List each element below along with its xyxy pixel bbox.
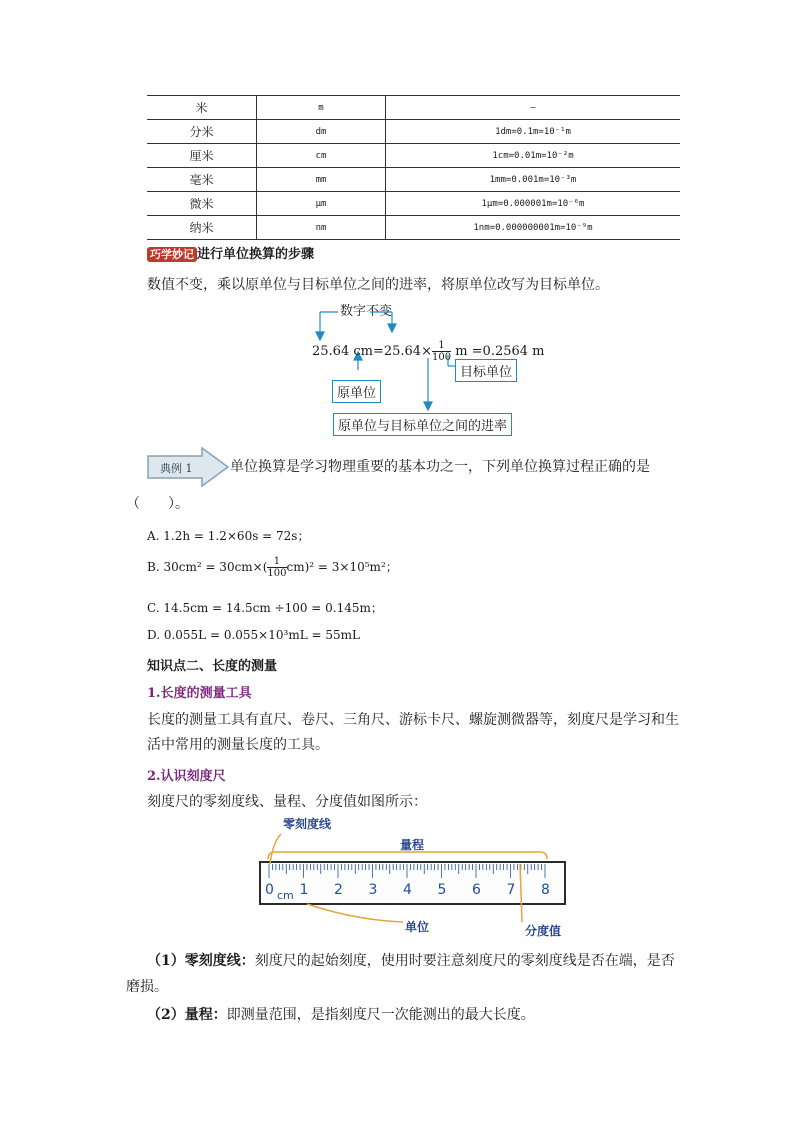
note-2-label: （2）量程： — [147, 1007, 227, 1023]
table-row — [147, 120, 680, 144]
diagram-expr-left: 25.64 cm=25.64× — [312, 344, 432, 359]
ruler-number: 8 — [541, 882, 550, 898]
note-1-label: （1）零刻度线： — [147, 953, 255, 969]
example-tag: 典例 1 — [160, 462, 193, 475]
ruler-number: 4 — [403, 882, 412, 898]
unit-name-cell: 毫米 — [147, 168, 257, 192]
diagram-expr-right: m =0.2564 m — [455, 344, 545, 359]
option-d: D. 0.055L = 0.055×10³mL = 55mL — [147, 628, 360, 642]
unit-symbol-cell: nm — [257, 216, 386, 240]
section-p1-line1: 长度的测量工具有直尺、卷尺、三角尺、游标卡尺、螺旋测微器等，刻度尺是学习和生 — [147, 712, 679, 728]
option-b-den: 100 — [267, 568, 287, 579]
option-a: A. 1.2h = 1.2×60s = 72s； — [147, 529, 310, 543]
unit-relation-cell: 1dm=0.1m=10⁻¹m — [386, 120, 681, 144]
label-range: 量程 — [400, 838, 425, 852]
note-1 — [147, 951, 675, 971]
unit-name-cell: 微米 — [147, 192, 257, 216]
table-row — [147, 96, 680, 120]
note-1-text: 刻度尺的起始刻度，使用时要注意刻度尺的零刻度线是否在端，是否 — [254, 953, 675, 969]
option-b-pre: B. 30cm² = 30cm×( — [147, 560, 268, 574]
tip-title: 进行单位换算的步骤 — [197, 247, 315, 262]
frac-den: 100 — [431, 352, 452, 363]
section-sub2: 2.认识刻度尺 — [147, 769, 226, 784]
unit-relation-cell: 1μm=0.000001m=10⁻⁶m — [386, 192, 681, 216]
option-b-post: cm)² = 3×10⁵m²； — [286, 560, 398, 574]
section-sub1: 1.长度的测量工具 — [147, 686, 252, 701]
ruler-number: 5 — [437, 882, 447, 898]
unit-name-cell: 纳米 — [147, 216, 257, 240]
table-row — [147, 144, 680, 168]
ruler-number: 1 — [299, 882, 309, 898]
unit-symbol-cell: cm — [257, 144, 386, 168]
ruler-number: 0 — [265, 882, 274, 898]
note-1-cont: 磨损。 — [126, 979, 168, 995]
unit-relation-cell: 1mm=0.001m=10⁻³m — [386, 168, 681, 192]
tip-body: 数值不变，乘以原单位与目标单位之间的进率，将原单位改写为目标单位。 — [147, 277, 609, 293]
example-question: 单位换算是学习物理重要的基本功之一，下列单位换算过程正确的是 — [230, 459, 650, 475]
tip-badge: 巧学妙记 — [147, 247, 197, 262]
label-division: 分度值 — [525, 924, 562, 938]
unit-relation-cell: — — [386, 96, 681, 120]
ruler-numbers — [265, 882, 550, 898]
label-unit: 单位 — [405, 920, 430, 934]
ruler-number: 2 — [334, 882, 343, 898]
option-b-fraction — [267, 556, 286, 579]
unit-table — [147, 95, 680, 240]
unit-name-cell: 分米 — [147, 120, 257, 144]
ruler-unit-text: cm — [277, 889, 294, 902]
ruler-number: 7 — [506, 882, 516, 898]
conversion-diagram — [300, 300, 545, 440]
unit-relation-cell: 1nm=0.000000001m=10⁻⁹m — [386, 216, 681, 240]
diagram-top-label: 数字不变 — [340, 304, 393, 319]
label-zero-line: 零刻度线 — [283, 817, 332, 831]
section-p2: 刻度尺的零刻度线、量程、分度值如图所示： — [147, 794, 427, 810]
diagram-fraction — [432, 340, 451, 363]
unit-symbol-cell: mm — [257, 168, 386, 192]
unit-symbol-cell: m — [257, 96, 386, 120]
box-target-unit: 目标单位 — [455, 359, 517, 382]
note-2-text: 即测量范围，是指刻度尺一次能测出的最大长度。 — [226, 1007, 535, 1023]
box-origin-unit: 原单位 — [332, 380, 381, 403]
unit-name-cell: 厘米 — [147, 144, 257, 168]
option-b-num: 1 — [267, 556, 286, 568]
table-row — [147, 192, 680, 216]
table-row — [147, 216, 680, 240]
example-bracket: （ ）。 — [126, 496, 189, 512]
table-row — [147, 168, 680, 192]
unit-relation-cell: 1cm=0.01m=10⁻²m — [386, 144, 681, 168]
range-bracket — [268, 852, 547, 859]
option-b — [147, 556, 398, 579]
box-conversion-rate: 原单位与目标单位之间的进率 — [333, 413, 512, 436]
tip-heading — [147, 243, 314, 262]
zero-pointer — [270, 834, 281, 864]
section-title: 知识点二、长度的测量 — [147, 659, 278, 674]
note-2 — [147, 1005, 535, 1025]
option-c: C. 14.5cm = 14.5cm ÷100 = 0.145m； — [147, 601, 383, 615]
ruler-number: 3 — [368, 882, 378, 898]
unit-pointer — [307, 904, 403, 922]
ruler-number: 6 — [472, 882, 481, 898]
frac-num: 1 — [432, 340, 451, 352]
unit-symbol-cell: μm — [257, 192, 386, 216]
section-p1-line2: 活中常用的测量长度的工具。 — [147, 737, 329, 753]
unit-symbol-cell: dm — [257, 120, 386, 144]
ruler-figure — [255, 812, 575, 942]
unit-name-cell: 米 — [147, 96, 257, 120]
